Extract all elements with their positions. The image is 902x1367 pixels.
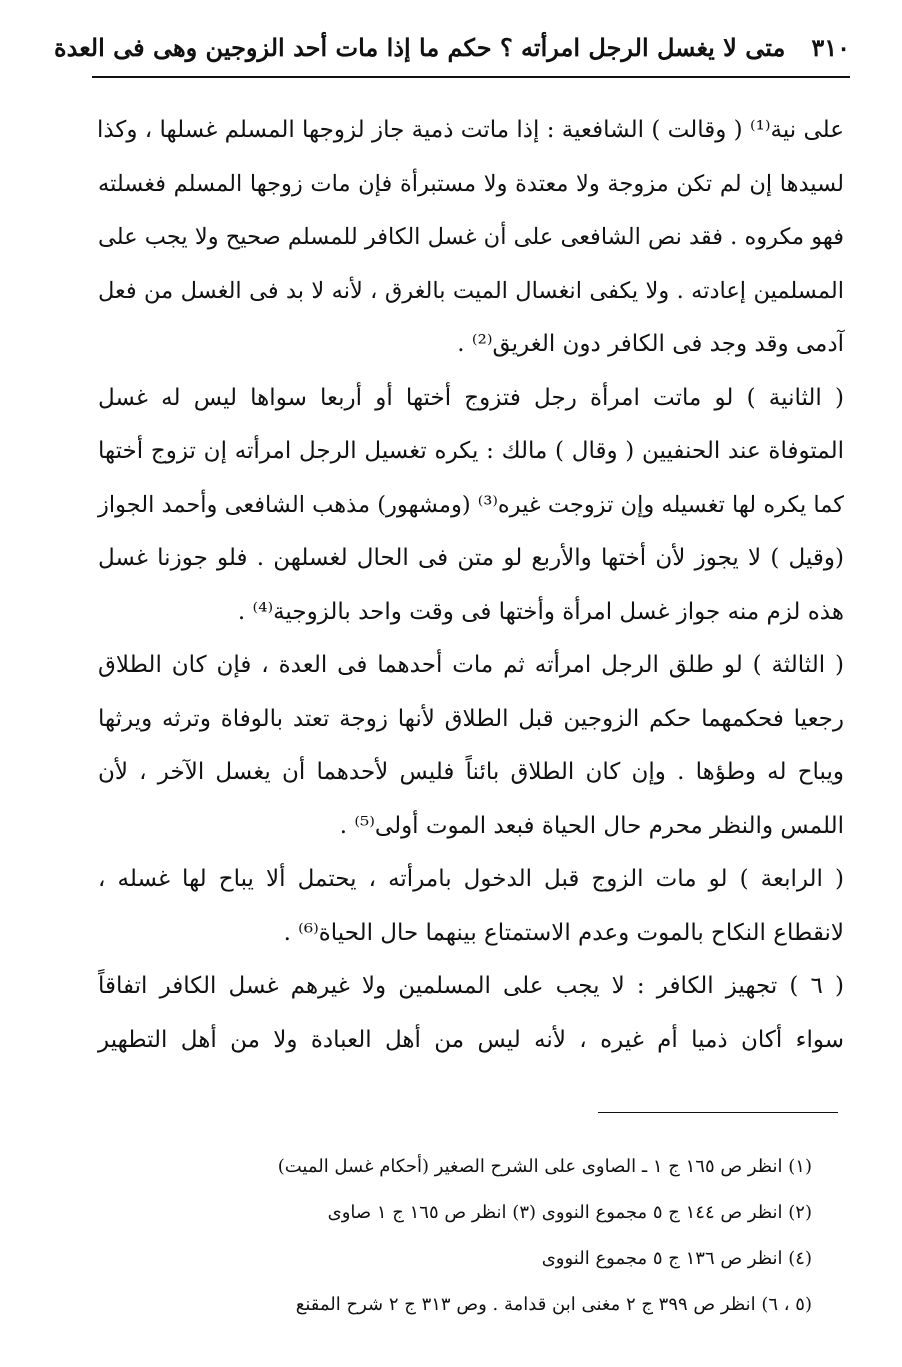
footnote-rule [598, 1112, 838, 1113]
footnote: (٢) انظر ص ١٤٤ ج ٥ مجموع النووى (٣) انظر ص ١٦٥ ج ١ صاوى [327, 1202, 812, 1223]
body-line: آدمى وقد وجد فى الكافر دون الغريق⁽²⁾ . [457, 331, 844, 357]
body-line: المتوفاة عند الحنفيين ( وقال ) مالك : يكره تغسيل الرجل امرأته إن تزوج أختها [98, 438, 844, 464]
body-line: لسيدها إن لم تكن مزوجة ولا معتدة ولا مستبرأة فإن مات زوجها المسلم فغسلته [98, 170, 844, 197]
body-text [98, 104, 844, 1067]
body-line: اللمس والنظر محرم حال الحياة فبعد الموت أولى⁽⁵⁾ . [339, 812, 844, 839]
footnotes [120, 1144, 812, 1328]
body-line: ( ٦ ) تجهيز الكافر : لا يجب على المسلمين ولا غيرهم غسل الكافر اتفاقاً [98, 973, 844, 999]
footnote: (٥ ، ٦) انظر ص ٣٩٩ ج ٢ مغنى ابن قدامة . وص ٣١٣ ج ٢ شرح المقنع [295, 1294, 812, 1315]
footnote: (١) انظر ص ١٦٥ ج ١ ـ الصاوى على الشرح الصغير (أحكام غسل الميت) [277, 1156, 812, 1177]
body-line: ( الرابعة ) لو مات الزوج قبل الدخول بامرأته ، يحتمل ألا يباح لها غسله ، [98, 866, 844, 892]
body-line: ( الثانية ) لو ماتت امرأة رجل فتزوج أختها أو أربعا سواها ليس له غسل [98, 384, 844, 411]
body-line: (وقيل ) لا يجوز لأن أختها والأربع لو متن فى الحال لغسلهن . فلو جوزنا غسل [98, 545, 844, 571]
body-line: رجعيا فحكمهما حكم الزوجين قبل الطلاق لأنها زوجة تعتد بالوفاة وترثه ويرثها [98, 705, 844, 732]
running-title: متى لا يغسل الرجل امرأته ؟ حكم ما إذا مات أحد الزوجين وهى فى العدة [54, 32, 786, 62]
footnote: (٤) انظر ص ١٣٦ ج ٥ مجموع النووى [541, 1248, 812, 1269]
body-line: كما يكره لها تغسيله وإن تزوجت غيره⁽³⁾ (ومشهور) مذهب الشافعى وأحمد الجواز [98, 491, 844, 518]
body-line: المسلمين إعادته . ولا يكفى انغسال الميت بالغرق ، لأنه لا بد فى الغسل من فعل [98, 277, 844, 304]
body-line: سواء أكان ذميا أم غيره ، لأنه ليس من أهل العبادة ولا من أهل التطهير [98, 1026, 844, 1053]
body-line: لانقطاع النكاح بالموت وعدم الاستمتاع بينهما حال الحياة⁽⁶⁾ . [283, 919, 844, 946]
header-rule [92, 76, 850, 78]
body-line: ويباح له وطؤها . وإن كان الطلاق بائناً فليس لأحدهما أن يغسل الآخر ، لأن [98, 759, 844, 785]
body-line: هذه لزم منه جواز غسل امرأة وأختها فى وقت واحد بالزوجية⁽⁴⁾ . [237, 598, 844, 625]
page-header [54, 22, 850, 72]
body-line: ( الثالثة ) لو طلق الرجل امرأته ثم مات أحدهما فى العدة ، فإن كان الطلاق [98, 652, 844, 678]
page-number: ٣١٠ [811, 32, 850, 62]
body-line: على نية⁽¹⁾ ( وقالت ) الشافعية : إذا ماتت ذمية جاز لزوجها المسلم غسلها ، وكذا [96, 117, 844, 143]
body-line: فهو مكروه . فقد نص الشافعى على أن غسل الكافر للمسلم صحيح ولا يجب على [98, 224, 844, 250]
